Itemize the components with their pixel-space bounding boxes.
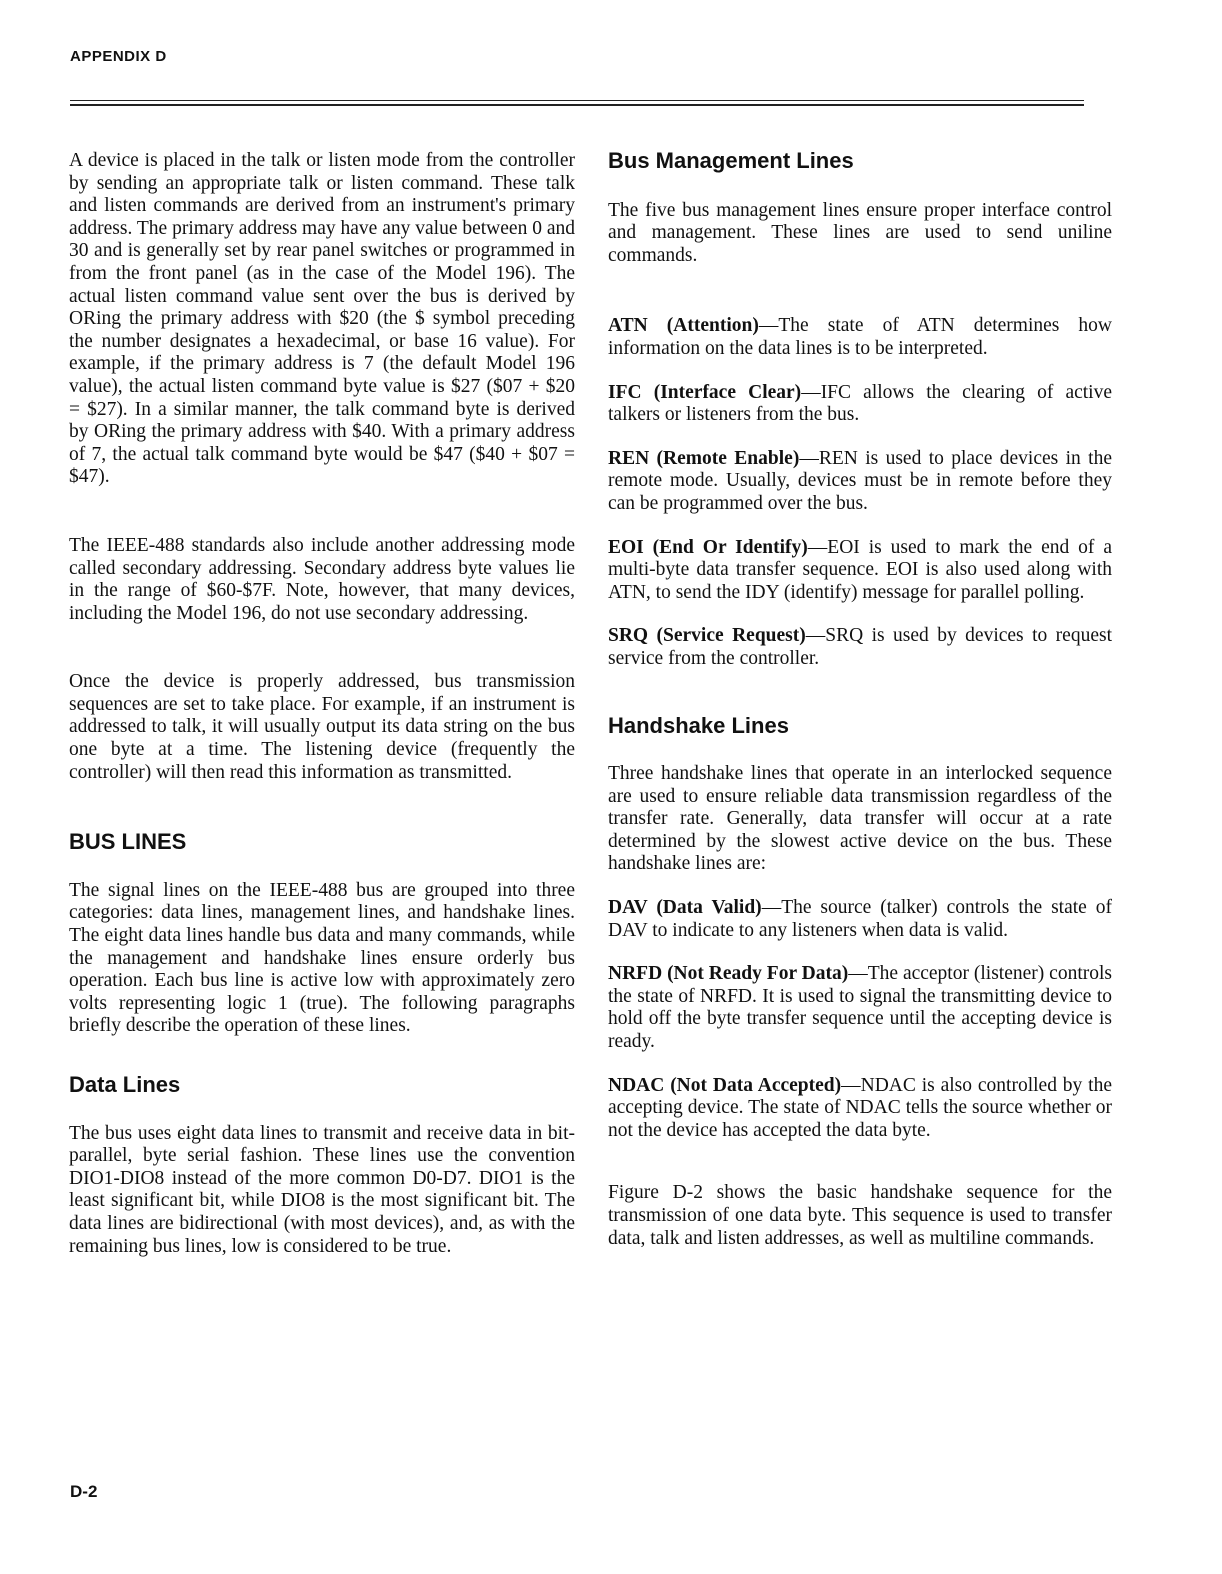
- text-nrfd: —The acceptor (listener) controls the state of NRFD. It is used to signal the transmitting device to hold off the byte transfer sequence until the accepting device is ready.: [608, 963, 1112, 1053]
- definition-srq: [608, 625, 1112, 670]
- term-ndac: NDAC (Not Data Accepted): [608, 1074, 842, 1096]
- term-nrfd: NRFD (Not Ready For Data): [608, 963, 849, 985]
- header-rule-thin: [70, 100, 1084, 101]
- paragraph-addressing: A device is placed in the talk or listen mode from the controller by sending an appropriate talk or listen command. These talk and listen commands are derived from an instrument's primary address. The primary address may have any value between 0 and 30 and is generally set by rear panel switches or programmed in from the front panel (as in the case of the Model 196). The actual listen command value sent over the bus is derived by ORing the primary address with $20 (the $ symbol preceding the number designates a hexadecimal, or base 16 value). For example, if the primary address is 7 (the default Model 196 value), the actual listen command byte value is $27 ($07 + $20 = $27). In a similar manner, the talk command byte is derived by ORing the primary address with $40. With a primary address of 7, the actual talk command byte would be $47 ($40 + $07 = $47).: [69, 150, 575, 488]
- heading-data-lines: Data Lines: [69, 1072, 181, 1097]
- definition-ren: [608, 448, 1112, 516]
- paragraph-transmission: Once the device is properly addressed, bus transmission sequences are set to take place. For example, if an instrument is addressed to talk, it will usually output its data string on the bus one byte at a time. The listening device (frequently the controller) will then read this information as transmitted.: [69, 671, 575, 783]
- definition-ifc: [608, 382, 1112, 427]
- right-column: [608, 150, 1112, 1250]
- page-header: APPENDIX D: [70, 48, 167, 65]
- heading-handshake-lines: Handshake Lines: [608, 712, 789, 738]
- text-srq: —SRQ is used by devices to request service from the controller.: [608, 625, 1112, 669]
- text-ren: —REN is used to place devices in the remote mode. Usually, devices must be in remote before they can be programmed over the bus.: [608, 447, 1113, 514]
- paragraph-secondary-addressing: The IEEE-488 standards also include another addressing mode called secondary addressing. Secondary address byte values lie in the range of $60-$7F. Note, however, that many devices, including the Model 196, do not use secondary addressing.: [69, 534, 575, 624]
- definition-nrfd: [608, 963, 1112, 1053]
- term-srq: SRQ (Service Request): [608, 625, 806, 647]
- header-rule-thick: [70, 104, 1084, 106]
- term-ifc: IFC (Interface Clear): [608, 381, 802, 403]
- text-ifc: —IFC allows the clearing of active talkers or listeners from the bus.: [608, 381, 1113, 426]
- page-number: D-2: [70, 1482, 98, 1501]
- term-ren: REN (Remote Enable): [608, 447, 800, 469]
- definition-ndac: [608, 1075, 1112, 1143]
- paragraph-management-intro: The five bus management lines ensure proper interface control and management. These lines are used to send uniline commands.: [608, 199, 1112, 266]
- paragraph-handshake-intro: Three handshake lines that operate in an interlocked sequence are used to ensure reliable data transmission regardless of the transfer rate. Generally, data transfer will occur at a rate determined by the slowest active device on the bus. These handshake lines are:: [608, 763, 1112, 875]
- paragraph-data-lines: The bus uses eight data lines to transmit and receive data in bit-parallel, byte serial fashion. These lines use the convention DIO1-DIO8 instead of the more common D0-D7. DIO1 is the least significant bit, while DIO8 is the most significant bit. The data lines are bidirectional (with most devices), and, as with the remaining bus lines, low is considered to be true.: [69, 1122, 575, 1257]
- text-ndac: —NDAC is also controlled by the accepting device. The state of NDAC tells the source whether or not the device has accepted the data byte.: [608, 1074, 1112, 1141]
- definition-atn: [608, 315, 1112, 360]
- left-column: [69, 150, 575, 1258]
- paragraph-figure-reference: Figure D-2 shows the basic handshake sequence for the transmission of one data byte. This sequence is used to transfer data, talk and listen addresses, as well as multiline commands.: [608, 1182, 1112, 1249]
- term-eoi: EOI (End Or Identify): [608, 536, 808, 558]
- text-atn: —The state of ATN determines how information on the data lines is to be interpreted.: [608, 315, 1113, 359]
- definition-dav: [608, 897, 1112, 942]
- heading-bus-management-lines: Bus Management Lines: [608, 148, 854, 173]
- term-dav: DAV (Data Valid): [608, 897, 762, 919]
- term-atn: ATN (Attention): [608, 315, 759, 337]
- text-eoi: —EOI is used to mark the end of a multi-byte data transfer sequence. EOI is also used along with ATN, to send the IDY (identify) message for parallel polling.: [608, 536, 1112, 603]
- heading-bus-lines: BUS LINES: [69, 829, 187, 855]
- paragraph-bus-lines: The signal lines on the IEEE-488 bus are grouped into three categories: data lines, management lines, and handshake lines. The eight data lines handle bus data and many commands, while the management and handshake lines ensure orderly bus operation. Each bus line is active low with approximately zero volts representing logic 1 (true). The following paragraphs briefly describe the operation of these lines.: [69, 879, 575, 1037]
- text-dav: —The source (talker) controls the state of DAV to indicate to any listeners when data is valid.: [608, 897, 1112, 941]
- definition-eoi: [608, 537, 1112, 605]
